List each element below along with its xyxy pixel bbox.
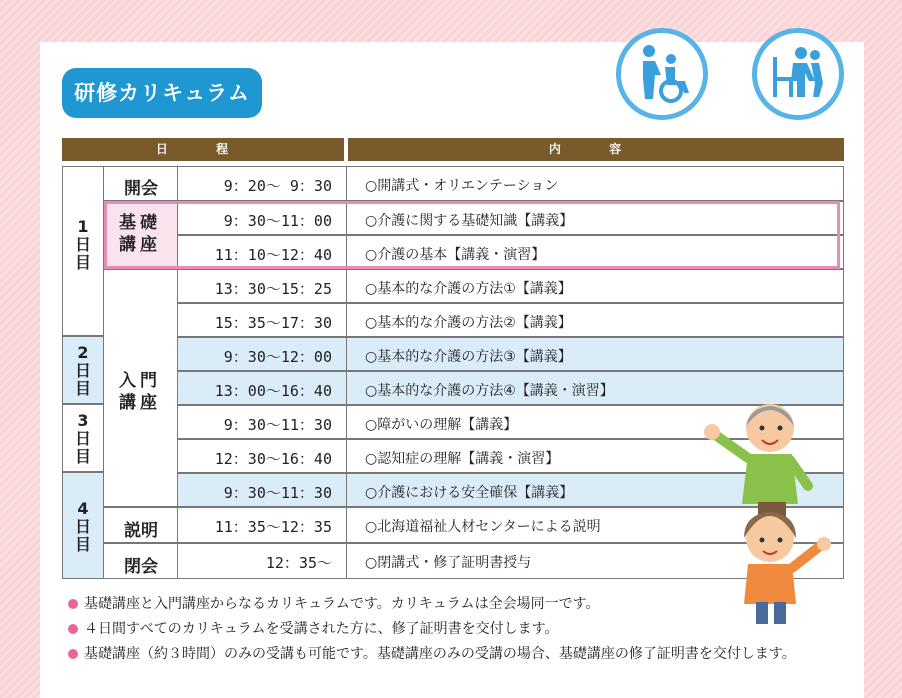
time-cell bbox=[177, 371, 347, 405]
time-cell bbox=[177, 543, 347, 579]
content-text: ○閉講式・修了証明書授与 bbox=[365, 555, 532, 571]
time-cell bbox=[177, 337, 347, 371]
cat-intro-label: 入門講座 bbox=[119, 371, 161, 413]
content-text: ○障がいの理解【講義】 bbox=[365, 417, 518, 433]
note-item: 基礎講座と入門講座からなるカリキュラムです。カリキュラムは全会場同一です。 bbox=[68, 594, 848, 614]
content-cell bbox=[346, 303, 844, 337]
time-text: 12：35～ bbox=[265, 554, 332, 572]
time-cell bbox=[177, 439, 347, 473]
time-text: 9：30～12：00 bbox=[223, 348, 332, 366]
content-text: ○介護に関する基礎知識【講義】 bbox=[365, 213, 574, 229]
content-text: ○北海道福祉人材センターによる説明 bbox=[365, 519, 601, 535]
cat-basic-label: 基礎講座 bbox=[119, 213, 161, 255]
time-text: 11：35～12：35 bbox=[214, 518, 332, 536]
time-cell bbox=[177, 473, 347, 507]
content-text: ○基本的な介護の方法④【講義・演習】 bbox=[365, 383, 614, 399]
time-text: 9：20～ 9：30 bbox=[223, 177, 332, 195]
content-cell bbox=[346, 269, 844, 303]
time-text: 15：35～17：30 bbox=[214, 314, 332, 332]
time-cell bbox=[177, 269, 347, 303]
time-text: 13：00～16：40 bbox=[214, 382, 332, 400]
content-text: ○開講式・オリエンテーション bbox=[365, 178, 559, 194]
caregiver-assist-icon bbox=[752, 28, 844, 120]
content-text: ○介護における安全確保【講義】 bbox=[365, 485, 574, 501]
day2-label: 2日目 bbox=[74, 343, 91, 398]
content-cell bbox=[346, 337, 844, 371]
time-text: 9：30～11：00 bbox=[223, 212, 332, 230]
time-text: 12：30～16：40 bbox=[214, 450, 332, 468]
day3-label: 3日目 bbox=[74, 411, 91, 466]
basic-course-highlight bbox=[104, 201, 840, 269]
time-cell bbox=[177, 507, 347, 543]
time-text: 9：30～11：30 bbox=[223, 416, 332, 434]
content-text: ○基本的な介護の方法②【講義】 bbox=[365, 315, 572, 331]
bullet-icon bbox=[68, 624, 78, 634]
time-text: 13：30～15：25 bbox=[214, 280, 332, 298]
time-cell bbox=[177, 405, 347, 439]
day1-label: 1日目 bbox=[74, 217, 91, 272]
note-item: ４日間すべてのカリキュラムを受講された方に、修了証明書を交付します。 bbox=[68, 619, 848, 639]
bullet-icon bbox=[68, 599, 78, 609]
content-text: ○基本的な介護の方法①【講義】 bbox=[365, 281, 572, 297]
cat-closing-label: 閉会 bbox=[124, 557, 158, 577]
content-text: ○介護の基本【講義・演習】 bbox=[365, 247, 546, 263]
cat-opening-label: 開会 bbox=[124, 179, 158, 199]
bullet-icon bbox=[68, 649, 78, 659]
elderly-couple-illustration bbox=[700, 398, 840, 632]
time-cell bbox=[177, 303, 347, 337]
cat-explain-label: 説明 bbox=[124, 521, 158, 541]
content-cell bbox=[346, 166, 844, 201]
day4-label: 4日目 bbox=[74, 499, 91, 554]
note-item: 基礎講座（約３時間）のみの受講も可能です。基礎講座のみの受講の場合、基礎講座の修了証明書を交付します。 bbox=[68, 644, 848, 664]
time-text: 11：10～12：40 bbox=[214, 246, 332, 264]
time-text: 9：30～11：30 bbox=[223, 484, 332, 502]
header-schedule: 日 程 bbox=[62, 138, 344, 161]
wheelchair-icon bbox=[616, 28, 708, 120]
time-cell bbox=[177, 166, 347, 201]
header-content: 内 容 bbox=[348, 138, 844, 161]
content-text: ○基本的な介護の方法③【講義】 bbox=[365, 349, 572, 365]
content-text: ○認知症の理解【講義・演習】 bbox=[365, 451, 560, 467]
page-title: 研修カリキュラム bbox=[62, 68, 262, 118]
